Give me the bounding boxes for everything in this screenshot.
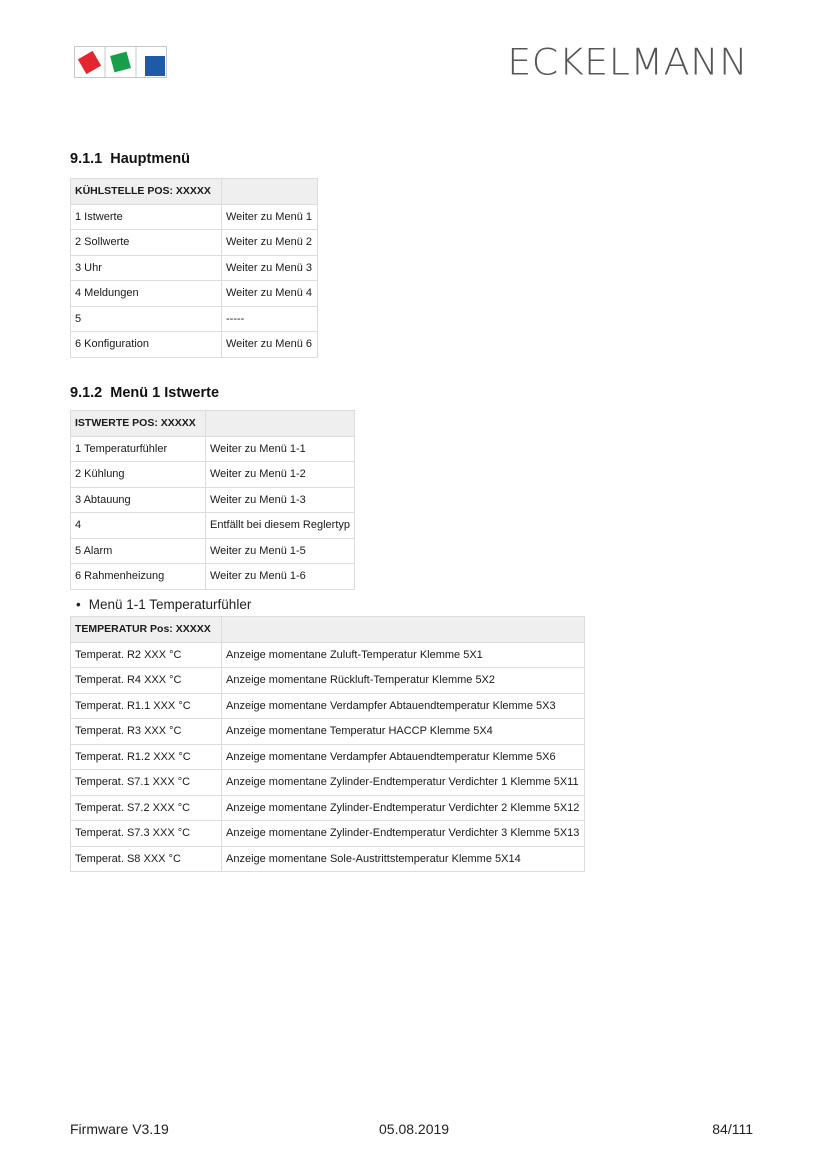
table-row <box>71 719 585 745</box>
table-header-row <box>71 411 355 437</box>
section-number: 9.1.1 <box>70 151 103 167</box>
footer-date: 05.08.2019 <box>379 1121 450 1137</box>
table-row <box>71 462 355 488</box>
table-cell: 2 Sollwerte <box>71 230 222 256</box>
hauptmenue-table <box>70 178 318 358</box>
table-cell: 4 Meldungen <box>71 281 222 307</box>
table-cell: Weiter zu Menü 1-5 <box>206 538 355 564</box>
table-row <box>71 821 585 847</box>
table-header-cell: KÜHLSTELLE POS: XXXXX <box>71 179 222 205</box>
table-row <box>71 744 585 770</box>
table-row <box>71 332 318 358</box>
table-cell: 6 Rahmenheizung <box>71 564 206 590</box>
table-cell: 2 Kühlung <box>71 462 206 488</box>
table-header-cell: ISTWERTE POS: XXXXX <box>71 411 206 437</box>
table-header-row <box>71 617 585 643</box>
footer-page-number: 84/111 <box>712 1121 753 1137</box>
table-cell: Temperat. R4 XXX °C <box>71 668 222 694</box>
table-cell: Temperat. R1.2 XXX °C <box>71 744 222 770</box>
section-number: 9.1.2 <box>70 385 103 401</box>
table-row <box>71 230 318 256</box>
table-cell: Anzeige momentane Rückluft-Temperatur Klemme 5X2 <box>222 668 585 694</box>
brand-wordmark: ECKELMANN <box>507 41 748 83</box>
table-cell: Temperat. S8 XXX °C <box>71 846 222 872</box>
table-row <box>71 436 355 462</box>
table-row <box>71 795 585 821</box>
table-cell: Temperat. S7.2 XXX °C <box>71 795 222 821</box>
table-header-cell <box>222 179 318 205</box>
table-cell: Weiter zu Menü 1-3 <box>206 487 355 513</box>
table-row <box>71 668 585 694</box>
table-row <box>71 642 585 668</box>
table-cell: Anzeige momentane Zuluft-Temperatur Klemme 5X1 <box>222 642 585 668</box>
table-cell: 5 <box>71 306 222 332</box>
table-cell: 4 <box>71 513 206 539</box>
table-cell: Anzeige momentane Sole-Austrittstemperatur Klemme 5X14 <box>222 846 585 872</box>
table-cell: Weiter zu Menü 1-6 <box>206 564 355 590</box>
table-cell: Weiter zu Menü 4 <box>222 281 318 307</box>
logo-blue-square <box>145 56 165 76</box>
temperatur-table <box>70 616 585 872</box>
table-cell: 5 Alarm <box>71 538 206 564</box>
table-cell: 3 Abtauung <box>71 487 206 513</box>
table-cell: Weiter zu Menü 1-2 <box>206 462 355 488</box>
bullet-menue-1-1 <box>76 597 251 612</box>
table-cell: Temperat. R2 XXX °C <box>71 642 222 668</box>
table-cell: Entfällt bei diesem Reglertyp <box>206 513 355 539</box>
table-row <box>71 281 318 307</box>
table-cell: 3 Uhr <box>71 255 222 281</box>
table-row <box>71 513 355 539</box>
footer-firmware: Firmware V3.19 <box>70 1121 169 1137</box>
table-cell: Weiter zu Menü 6 <box>222 332 318 358</box>
table-cell: Anzeige momentane Verdampfer Abtauendtemperatur Klemme 5X6 <box>222 744 585 770</box>
table-cell: 1 Istwerte <box>71 204 222 230</box>
table-row <box>71 538 355 564</box>
table-header-row <box>71 179 318 205</box>
table-cell: Weiter zu Menü 3 <box>222 255 318 281</box>
table-cell: Anzeige momentane Temperatur HACCP Klemme 5X4 <box>222 719 585 745</box>
company-logo <box>74 46 167 78</box>
istwerte-table <box>70 410 355 590</box>
table-row <box>71 846 585 872</box>
table-cell: Temperat. R3 XXX °C <box>71 719 222 745</box>
table-row <box>71 770 585 796</box>
table-cell: 6 Konfiguration <box>71 332 222 358</box>
section-heading-hauptmenue <box>70 151 190 167</box>
table-header-cell <box>206 411 355 437</box>
table-cell: Anzeige momentane Zylinder-Endtemperatur Verdichter 3 Klemme 5X13 <box>222 821 585 847</box>
table-cell: 1 Temperaturfühler <box>71 436 206 462</box>
table-cell: Anzeige momentane Zylinder-Endtemperatur Verdichter 2 Klemme 5X12 <box>222 795 585 821</box>
table-cell: Temperat. S7.1 XXX °C <box>71 770 222 796</box>
table-header-cell <box>222 617 585 643</box>
table-row <box>71 487 355 513</box>
table-cell: Weiter zu Menü 1-1 <box>206 436 355 462</box>
table-row <box>71 255 318 281</box>
bullet-dot-icon: • <box>76 597 81 612</box>
section-heading-menue1 <box>70 385 219 401</box>
table-cell: Anzeige momentane Verdampfer Abtauendtemperatur Klemme 5X3 <box>222 693 585 719</box>
table-cell: Temperat. R1.1 XXX °C <box>71 693 222 719</box>
section-title: Menü 1 Istwerte <box>110 385 220 401</box>
bullet-text: Menü 1-1 Temperaturfühler <box>88 597 252 612</box>
table-cell: Temperat. S7.3 XXX °C <box>71 821 222 847</box>
table-cell: Weiter zu Menü 1 <box>222 204 318 230</box>
table-row <box>71 564 355 590</box>
table-header-cell: TEMPERATUR Pos: XXXXX <box>71 617 222 643</box>
table-row <box>71 204 318 230</box>
table-cell: Weiter zu Menü 2 <box>222 230 318 256</box>
table-cell: Anzeige momentane Zylinder-Endtemperatur Verdichter 1 Klemme 5X11 <box>222 770 585 796</box>
section-title: Hauptmenü <box>110 151 190 167</box>
table-row <box>71 306 318 332</box>
table-cell: ----- <box>222 306 318 332</box>
table-row <box>71 693 585 719</box>
